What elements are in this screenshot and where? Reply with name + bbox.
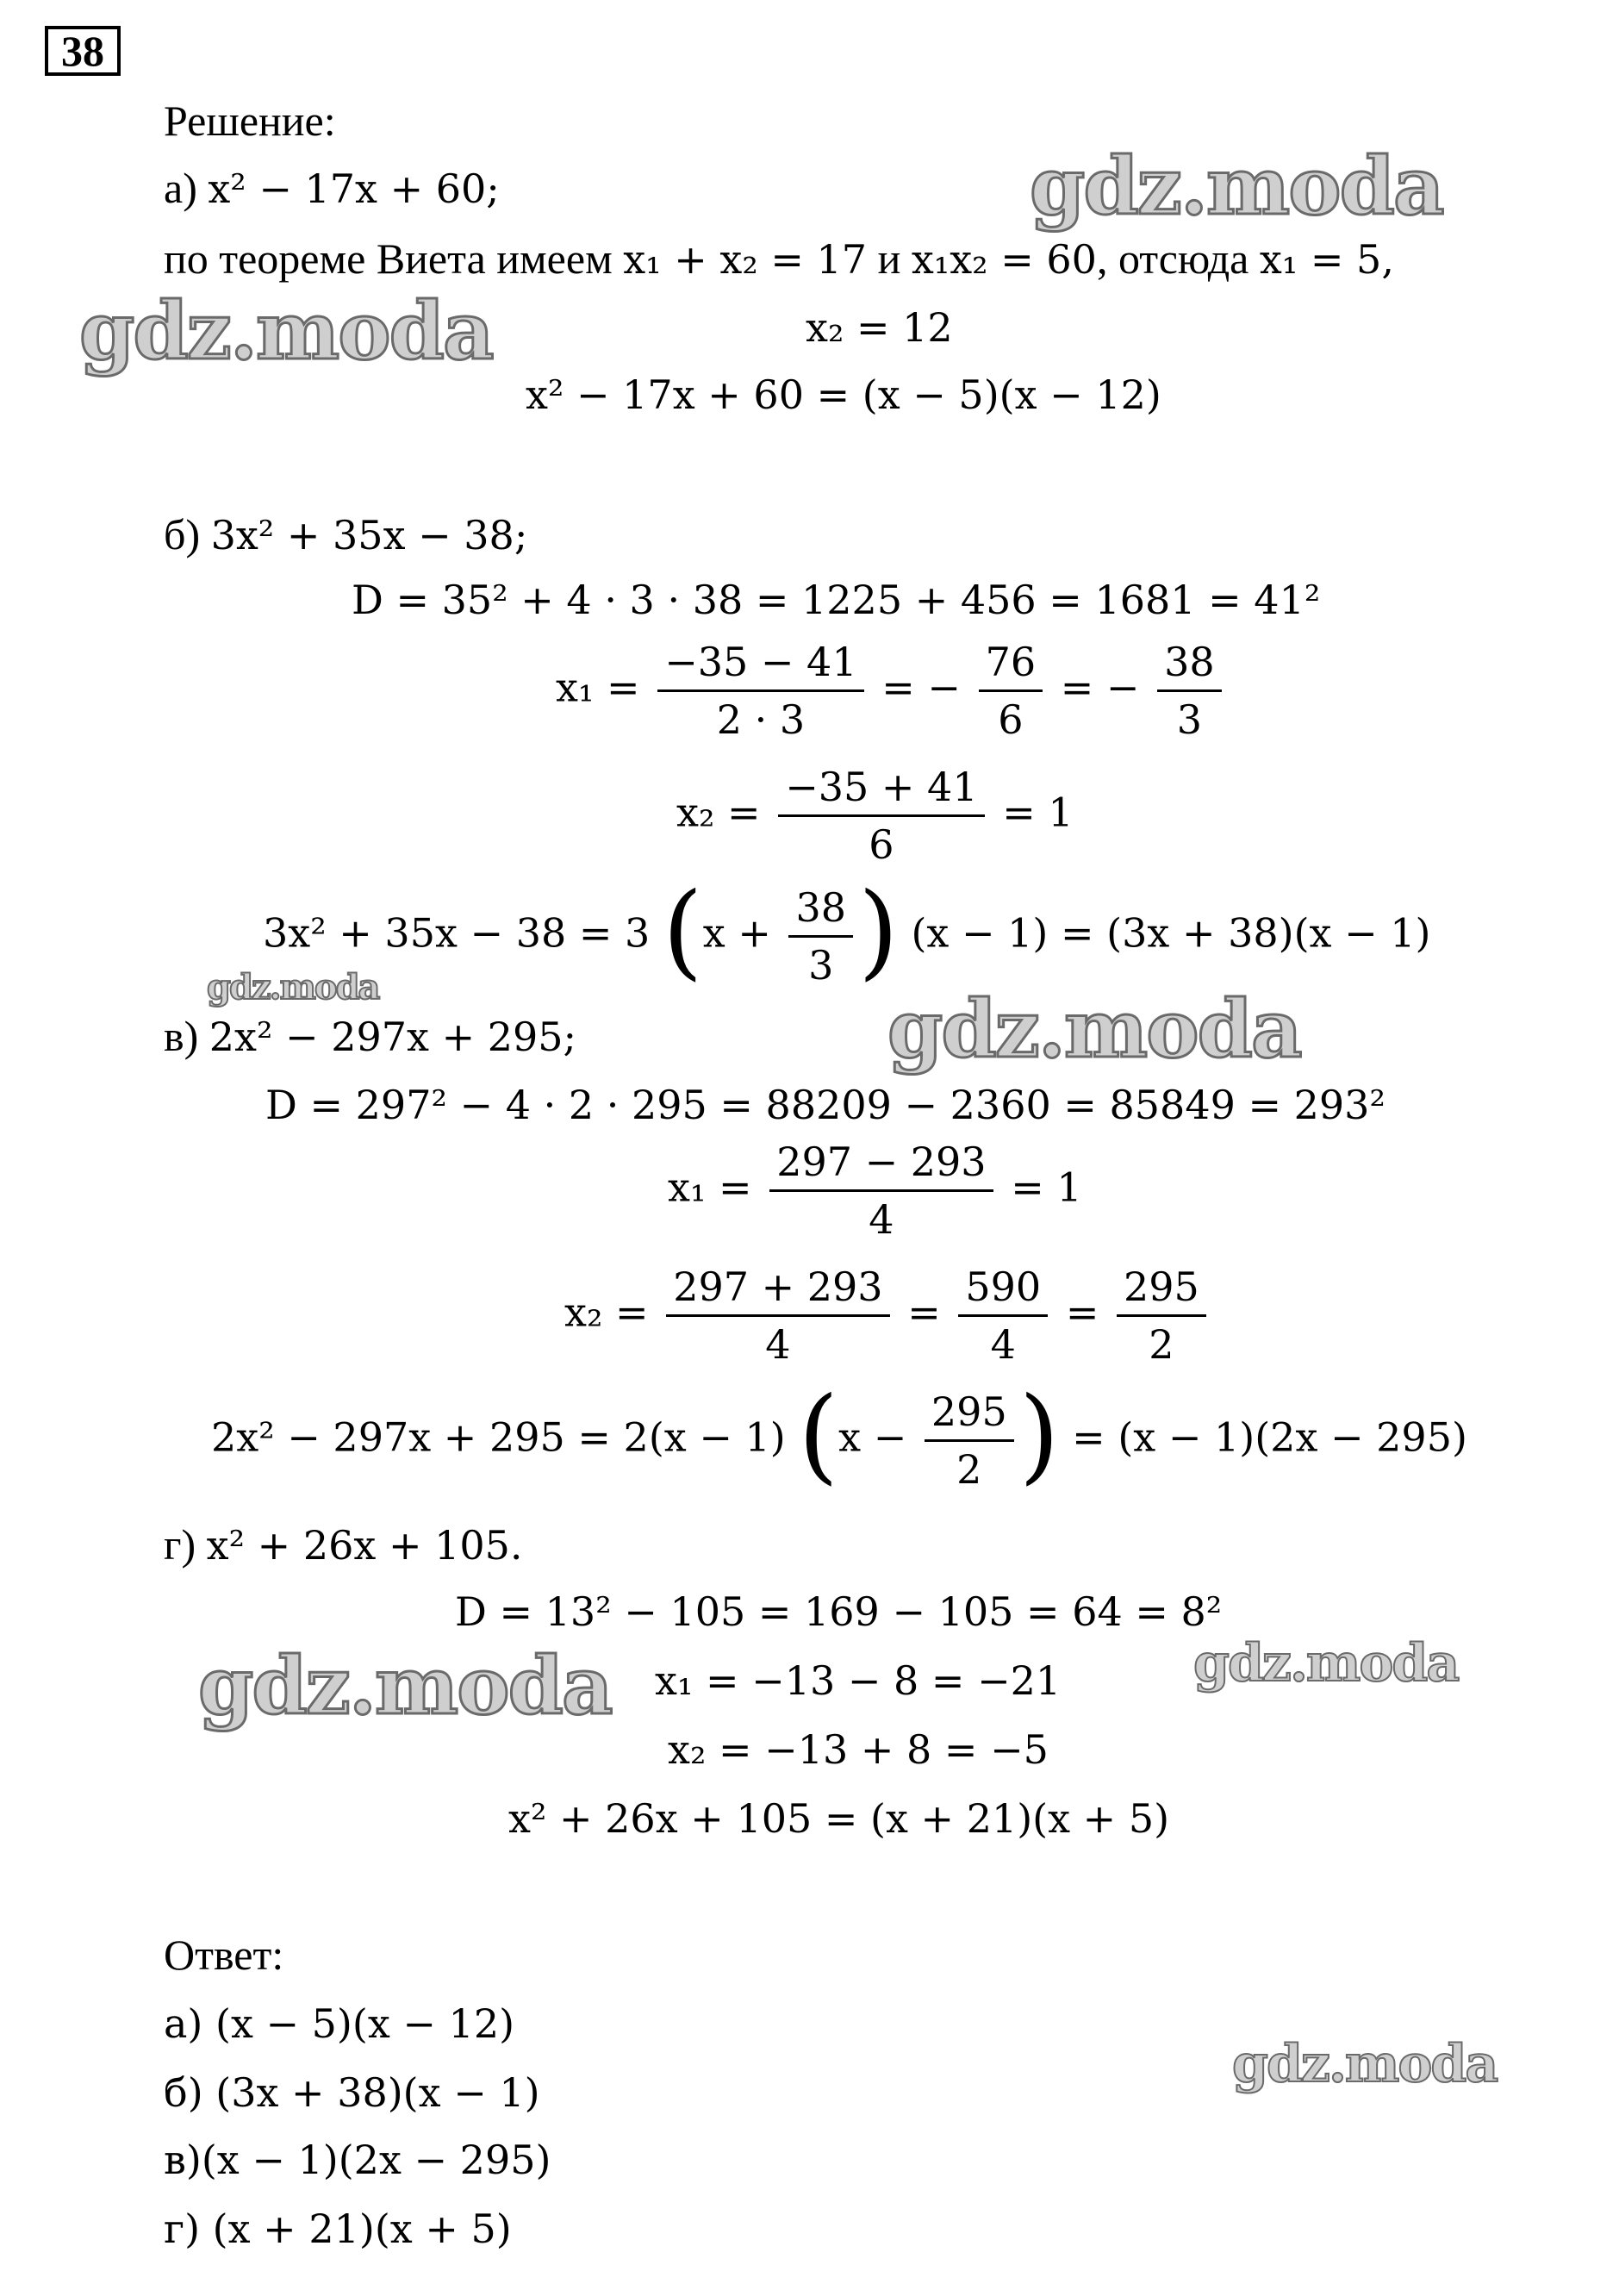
b-x1-fraction-1	[657, 638, 863, 744]
solution-heading: Решение:	[164, 97, 336, 145]
part-a-expression: x² − 17x + 60;	[208, 165, 500, 212]
part-v-x1-row	[668, 1138, 1082, 1244]
b-fact-rest: (x − 1) = (3x + 38)(x − 1)	[911, 909, 1431, 957]
v-x1-fraction	[769, 1138, 993, 1244]
frac-den: 4	[765, 1321, 791, 1368]
frac-num: 295	[1117, 1263, 1206, 1317]
v-x1-lhs: x₁ =	[668, 1164, 752, 1211]
frac-num: 590	[958, 1263, 1048, 1317]
frac-num: 38	[1157, 638, 1222, 692]
part-g-result: x² + 26x + 105 = (x + 21)(x + 5)	[508, 1795, 1170, 1842]
answer-g: г) (x + 21)(x + 5)	[164, 2206, 512, 2252]
part-b-line	[164, 508, 527, 561]
v-x2-lhs: x₂ =	[564, 1288, 649, 1336]
frac-num: 297 − 293	[769, 1138, 993, 1192]
part-a-line	[164, 162, 500, 215]
part-g-line	[164, 1519, 523, 1571]
vieta-product: x₁x₂ = 60	[911, 236, 1097, 283]
part-b-x1-row	[556, 638, 1227, 744]
vieta-sum: x₁ + x₂ = 17	[623, 236, 868, 283]
eq-sign: =	[907, 1288, 941, 1336]
problem-number: 38	[45, 26, 121, 76]
vieta-text: по теореме Виета имеем	[164, 234, 613, 283]
part-g-expression: x² + 26x + 105.	[206, 1522, 523, 1569]
frac-num: 295	[925, 1388, 1014, 1442]
frac-den: 6	[869, 821, 894, 868]
watermark: gdz.moda	[207, 967, 379, 1008]
open-paren: (	[798, 1375, 839, 1495]
watermark: gdz.moda	[79, 284, 493, 377]
vieta-root1: x₁ = 5,	[1259, 236, 1394, 283]
v-x2-fraction-3	[1117, 1263, 1206, 1369]
part-a-root2: x₂ = 12	[806, 304, 953, 351]
part-g-label: г)	[164, 1520, 196, 1569]
part-b-expression: 3x² + 35x − 38;	[210, 512, 528, 558]
v-x2-fraction-2	[958, 1263, 1048, 1369]
b-x1-lhs: x₁ =	[556, 664, 640, 711]
frac-num: 76	[979, 638, 1043, 692]
part-b-factorization	[263, 870, 1431, 991]
watermark: gdz.moda	[198, 1639, 612, 1732]
b-x2-fraction	[778, 763, 984, 869]
close-paren: )	[858, 870, 899, 991]
b-x2-lhs: x₂ =	[676, 789, 761, 836]
frac-den: 2	[956, 1446, 982, 1493]
eq-sign: =	[1065, 1288, 1099, 1336]
b-x1-fraction-2	[979, 638, 1043, 744]
v-x1-rhs: = 1	[1011, 1164, 1082, 1211]
frac-den: 2 · 3	[716, 696, 806, 743]
b-x1-eq-minus: = −	[881, 664, 961, 711]
part-b-label: б)	[164, 510, 201, 558]
frac-num: −35 + 41	[778, 763, 984, 817]
part-v-label: в)	[164, 1012, 199, 1060]
v-fact-fraction	[925, 1388, 1014, 1494]
part-g-x1: x₁ = −13 − 8 = −21	[655, 1657, 1062, 1704]
part-v-factorization	[211, 1375, 1467, 1495]
close-paren: )	[1018, 1375, 1060, 1495]
part-a-label: а)	[164, 164, 197, 212]
frac-num: 38	[788, 883, 853, 938]
part-v-x2-row	[564, 1263, 1211, 1369]
part-a-result: x² − 17x + 60 = (x − 5)(x − 12)	[526, 371, 1161, 418]
b-x1-eq-minus-2: = −	[1060, 664, 1140, 711]
frac-den: 4	[869, 1196, 894, 1243]
frac-den: 2	[1149, 1321, 1174, 1368]
v-x2-fraction-1	[666, 1263, 889, 1369]
part-v-discriminant: D = 297² − 4 · 2 · 295 = 88209 − 2360 = 85849 = 293²	[265, 1082, 1385, 1128]
answer-b: б) (3x + 38)(x − 1)	[164, 2069, 540, 2116]
frac-num: 297 + 293	[666, 1263, 889, 1317]
part-v-line	[164, 1010, 576, 1063]
v-fact-rest: = (x − 1)(2x − 295)	[1072, 1413, 1467, 1461]
b-fact-fraction	[788, 883, 853, 989]
part-g-x2: x₂ = −13 + 8 = −5	[668, 1726, 1049, 1773]
vieta-then: , отсюда	[1096, 234, 1249, 283]
open-paren: (	[662, 870, 703, 991]
watermark: gdz.moda	[1030, 140, 1443, 233]
frac-den: 6	[998, 696, 1024, 743]
part-b-x2-row	[676, 763, 1074, 869]
b-x2-rhs: = 1	[1002, 789, 1074, 836]
watermark: gdz.moda	[887, 983, 1301, 1076]
answer-heading: Ответ:	[164, 1931, 284, 1979]
v-fact-lhs: 2x² − 297x + 295 = 2(x − 1)	[211, 1413, 786, 1461]
v-fact-inner: x −	[838, 1413, 907, 1461]
frac-num: −35 − 41	[657, 638, 863, 692]
part-v-expression: 2x² − 297x + 295;	[209, 1014, 577, 1060]
vieta-and: и	[877, 234, 901, 283]
answer-v: в)(x − 1)(2x − 295)	[164, 2137, 551, 2183]
part-a-vieta-line	[164, 233, 1394, 285]
watermark: gdz.moda	[1193, 1633, 1459, 1694]
answer-a: а) (x − 5)(x − 12)	[164, 2000, 515, 2047]
frac-den: 4	[990, 1321, 1016, 1368]
b-fact-lhs: 3x² + 35x − 38 = 3	[263, 909, 651, 957]
frac-den: 3	[1176, 696, 1202, 743]
part-b-discriminant: D = 35² + 4 · 3 · 38 = 1225 + 456 = 1681 = 41²	[352, 577, 1321, 623]
b-x1-fraction-3	[1157, 638, 1222, 744]
part-g-discriminant: D = 13² − 105 = 169 − 105 = 64 = 8²	[455, 1588, 1223, 1635]
frac-den: 3	[808, 942, 834, 989]
b-fact-inner: x +	[702, 909, 771, 957]
watermark: gdz.moda	[1232, 2034, 1498, 2094]
